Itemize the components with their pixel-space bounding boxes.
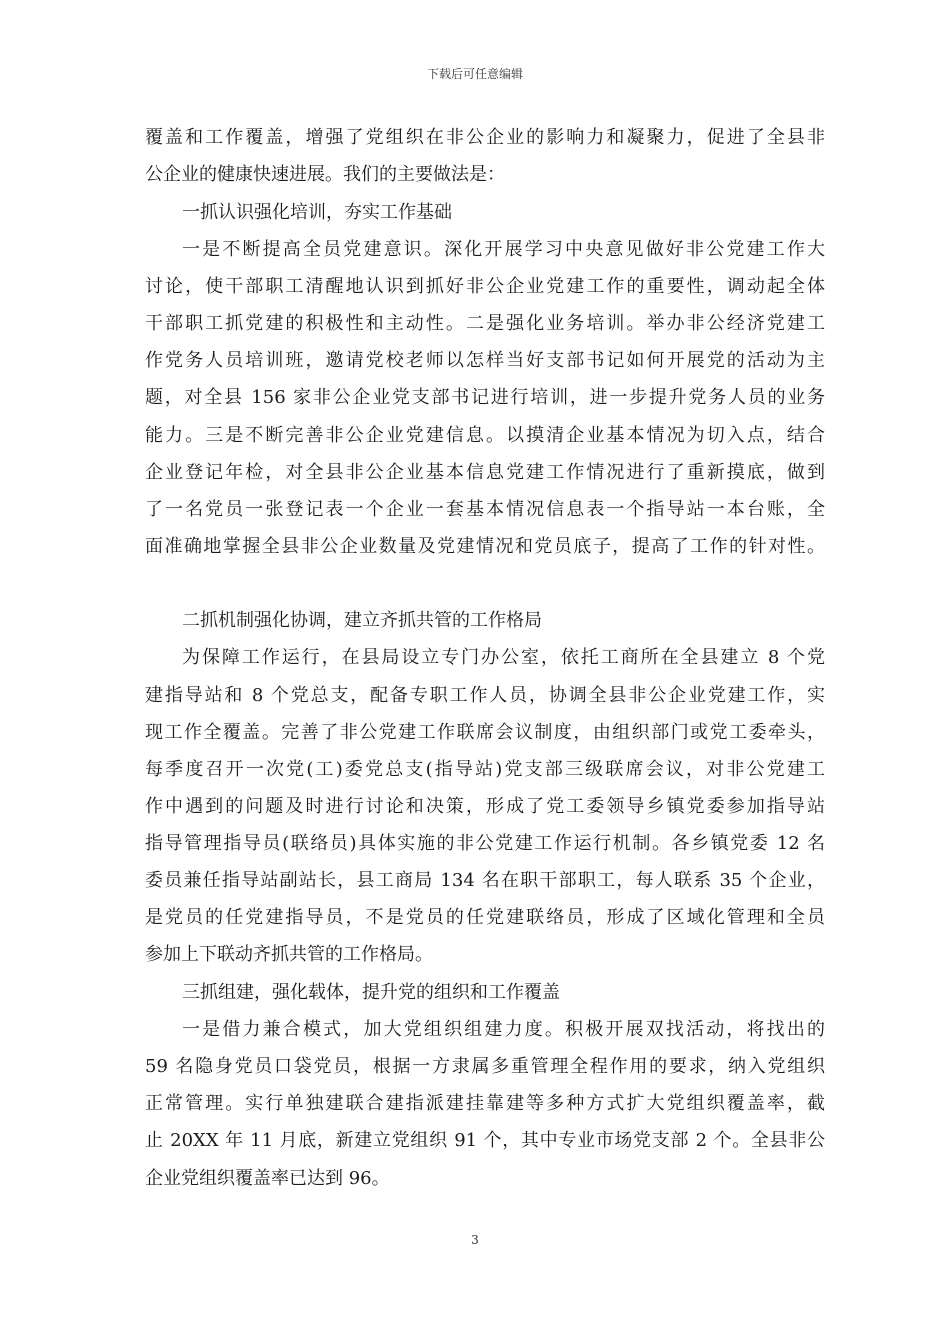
paragraph-line: 作党务人员培训班，邀请党校老师以怎样当好支部书记如何开展党的活动为主 [145, 350, 825, 371]
paragraph-line: 现工作全覆盖。完善了非公党建工作联席会议制度，由组织部门或党工委牵头， [145, 722, 825, 743]
paragraph-line: 参加上下联动齐抓共管的工作格局。 [145, 944, 433, 965]
paragraph-line: 干部职工抓党建的积极性和主动性。二是强化业务培训。举办非公经济党建工 [145, 313, 825, 334]
paragraph-line: 题，对全县 156 家非公企业党支部书记进行培训，进一步提升党务人员的业务 [145, 387, 825, 408]
paragraph-line: 建指导站和 8 个党总支，配备专职工作人员，协调全县非公企业党建工作，实 [145, 685, 825, 706]
paragraph-line: 委员兼任指导站副站长，县工商局 134 名在职干部职工，每人联系 35 个企业， [145, 870, 825, 891]
paragraph-line: 一是借力兼合模式，加大党组织组建力度。积极开展双找活动，将找出的 [182, 1019, 825, 1040]
paragraph-line: 讨论，使干部职工清醒地认识到抓好非公企业党建工作的重要性，调动起全体 [145, 276, 825, 297]
paragraph-line: 了一名党员一张登记表一个企业一套基本情况信息表一个指导站一本台账，全 [145, 499, 825, 520]
paragraph-line: 能力。三是不断完善非公企业党建信息。以摸清企业基本情况为切入点，结合 [145, 425, 825, 446]
section-heading-1: 一抓认识强化培训，夯实工作基础 [182, 202, 452, 223]
paragraph-line: 59 名隐身党员口袋党员，根据一方隶属多重管理全程作用的要求，纳入党组织 [145, 1056, 825, 1077]
paragraph-line: 是党员的任党建指导员，不是党员的任党建联络员，形成了区域化管理和全员 [145, 907, 825, 928]
paragraph-line: 企业登记年检，对全县非公企业基本信息党建工作情况进行了重新摸底，做到 [145, 462, 825, 483]
paragraph-line: 公企业的健康快速进展。我们的主要做法是： [145, 164, 505, 185]
page-number: 3 [471, 1233, 479, 1247]
paragraph-line: 企业党组织覆盖率已达到 96。 [145, 1168, 390, 1189]
paragraph-line: 止 20XX 年 11 月底，新建立党组织 91 个，其中专业市场党支部 2 个。全县非公 [145, 1130, 825, 1151]
paragraph-line: 为保障工作运行，在县局设立专门办公室，依托工商所在全县建立 8 个党 [182, 647, 825, 668]
paragraph-line: 每季度召开一次党(工)委党总支(指导站)党支部三级联席会议，对非公党建工 [145, 759, 825, 780]
section-heading-3: 三抓组建，强化载体，提升党的组织和工作覆盖 [182, 982, 560, 1003]
paragraph-line: 正常管理。实行单独建联合建指派建挂靠建等多种方式扩大党组织覆盖率，截 [145, 1093, 825, 1114]
paragraph-line: 面准确地掌握全县非公企业数量及党建情况和党员底子，提高了工作的针对性。 [145, 536, 825, 557]
paragraph-line: 作中遇到的问题及时进行讨论和决策，形成了党工委领导乡镇党委参加指导站 [145, 796, 825, 817]
paragraph-line: 指导管理指导员(联络员)具体实施的非公党建工作运行机制。各乡镇党委 12 名 [145, 833, 825, 854]
page-header: 下载后可任意编辑 [426, 67, 523, 81]
paragraph-line: 一是不断提高全员党建意识。深化开展学习中央意见做好非公党建工作大 [182, 239, 825, 260]
section-heading-2: 二抓机制强化协调，建立齐抓共管的工作格局 [182, 610, 542, 631]
paragraph-line: 覆盖和工作覆盖，增强了党组织在非公企业的影响力和凝聚力，促进了全县非 [145, 127, 825, 148]
